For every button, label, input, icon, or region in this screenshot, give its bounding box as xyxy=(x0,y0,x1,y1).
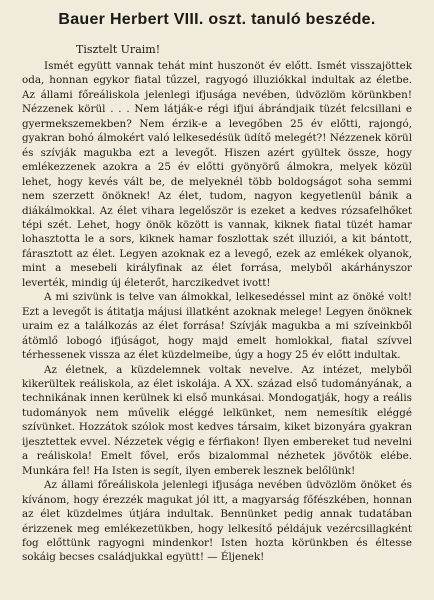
paragraph-4: Az állami főreáliskola jelenlegi ifjusága nevében üdvözlöm önöket és kívánom, hogy érezzék magukat jól itt, a magyarság főfészkében, honnan az élet küzdelmes útjára indultak. Bennünket pedig annak tudatában érizzenek meg emlékezetükben, hogy lelkesítő példájuk vezércsillagként fog előttünk ragyogni mindenkor! Isten hozta körünkben és éltesse sokáig becses családjukkal együtt! — Éljenek! xyxy=(22,479,412,564)
paragraph-2: A mi szivünk is telve van álmokkal, lelkesedéssel mint az önöké volt! Ezt a levegőt is átitatja májusi illatként azoknak melege! Legyen önöknek uraim ez a találkozás az élet forrása! Szívják magukba a mi szíveinkből átömlő lobogó ifjúságot, hogy majd emelt homlokkal, fiatal szívvel térhessenek vissza az élet küzdelmeibe, úgy a hogy 25 év előtt indultak. xyxy=(22,291,412,362)
paragraph-1: Ismét együtt vannak tehát mint huszonöt év előtt. Ismét visszajöttek oda, honnan egykor fiatal tűzzel, ragyogó illuziókkal indultak az életbe. Az állami főreáliskola jelenlegi ifjusága nevében, üdvözlöm körünkben! Nézzenek körül . . . Nem látják-e régi ifjui ábrándjaik tüzét felcsillani e gyermekszemekben? Nem érzik-e a levegőben 25 év előtti, rajongó, gyakran bohó álmokért való lelkesedésük üdítő melegét?! Nézzenek körül és szívják magukba ezt a levegőt. Hiszen azért gyültek össze, hogy emlékezzenek azokra a 25 év előtti gyönyörű álmokra, melyek közül lehet, hogy kevés vált be, de melyeknél több boldogságot soha semmi nem szerzett önöknek! Az élet, tudom, nagyon kegyetlenül bánik a diákálmokkal. Az élet vihara legelőször is ezeket a kedves rózsafelhőket tépi szét. Lehet, hogy önök között is vannak, kiknek fiatal tüzét hamar lohasztotta le a sors, kiknek hamar foszlottak szét illuziói, a kit bántott, fárasztott az élet. Legyen azoknak ez a levegő, ezek az emlékek olyanok, mint a mesebeli királyfinak az élet forrása, melyből akárhányszor leverték, mindig új életerőt, harczikedvet ivott! xyxy=(22,60,412,289)
speech-title: Bauer Herbert VIII. oszt. tanuló beszéde. xyxy=(58,11,376,28)
salutation: Tisztelt Uraim! xyxy=(76,43,161,56)
paragraph-3: Az életnek, a küzdelemnek voltak nevelve. Az intézet, melyből kikerültek reáliskola, az élet iskolája. A XX. század első tudományának, a technikának innen kerülnek ki első munkásai. Mondogatják, hogy a reális tudományok nem művelik eléggé lelkünket, nem nemesítik eléggé szívünket. Hozzátok szólok most kedves társaim, kiket bizonyára gyakran ijesztettek evvel. Nézzetek végig e férfiakon! Ilyen embereket tud nevelni a reáliskola! Emelt fővel, erős bizalommal nézhetek jövőtök elébe. Munkára fel! Ha Isten is segít, ilyen emberek lesznek belőlünk! xyxy=(22,363,412,477)
